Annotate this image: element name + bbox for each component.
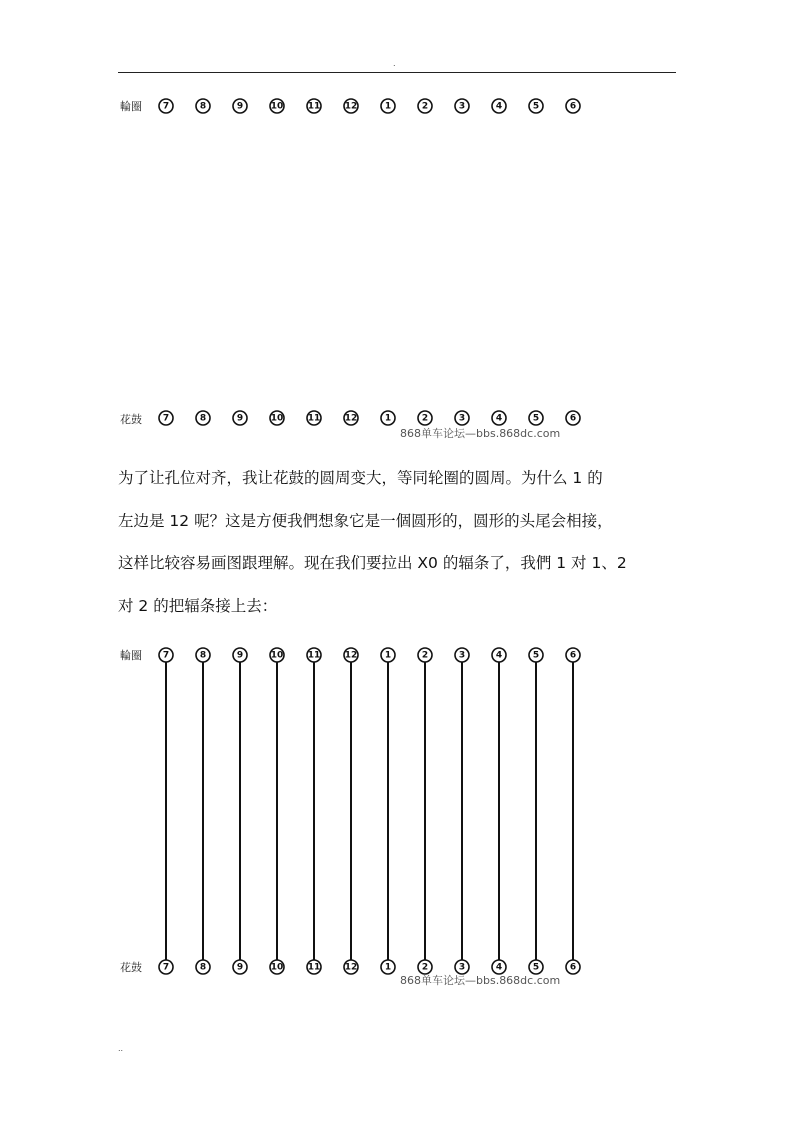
hub-hole bbox=[270, 960, 284, 974]
hole-number: 6 bbox=[569, 962, 577, 973]
hole-number: 7 bbox=[162, 413, 170, 424]
rim-hole bbox=[455, 648, 469, 662]
hole-number: 7 bbox=[162, 962, 170, 973]
hole-number: 11 bbox=[307, 413, 321, 424]
hub-hole bbox=[566, 960, 580, 974]
hole-number: 3 bbox=[458, 650, 466, 661]
rim-hub-diagram-laced bbox=[118, 645, 598, 991]
hole-number: 12 bbox=[344, 101, 358, 112]
hole-number: 4 bbox=[495, 101, 503, 112]
hub-hole bbox=[159, 411, 173, 425]
header-mark: . bbox=[393, 59, 396, 68]
hub-hole bbox=[307, 411, 321, 425]
hole-number: 9 bbox=[236, 962, 244, 973]
hole-number: 3 bbox=[458, 101, 466, 112]
hole-number: 12 bbox=[344, 413, 358, 424]
hole-number: 1 bbox=[384, 413, 392, 424]
hub-hole bbox=[344, 960, 358, 974]
hole-number: 11 bbox=[307, 650, 321, 661]
rim-hole bbox=[196, 99, 210, 113]
hole-number: 11 bbox=[307, 962, 321, 973]
hub-hole bbox=[492, 960, 506, 974]
hub-hole-row bbox=[159, 411, 580, 425]
hole-number: 1 bbox=[384, 962, 392, 973]
hub-hole bbox=[233, 960, 247, 974]
hole-number: 8 bbox=[199, 101, 207, 112]
body-paragraph bbox=[118, 457, 708, 627]
hole-number: 5 bbox=[532, 962, 540, 973]
rim-hole bbox=[566, 648, 580, 662]
hole-number: 12 bbox=[344, 650, 358, 661]
rim-row-label: 輪圈 bbox=[120, 100, 142, 113]
rim-hole-row bbox=[159, 99, 580, 113]
hole-number: 11 bbox=[307, 101, 321, 112]
rim-hole bbox=[381, 648, 395, 662]
hole-number: 2 bbox=[421, 962, 429, 973]
hole-number: 1 bbox=[384, 101, 392, 112]
hole-number: 4 bbox=[495, 413, 503, 424]
hole-number: 9 bbox=[236, 413, 244, 424]
hub-hole bbox=[566, 411, 580, 425]
watermark: 868单车论坛—bbs.868dc.com bbox=[400, 974, 561, 987]
rim-hole bbox=[529, 648, 543, 662]
hole-number: 7 bbox=[162, 650, 170, 661]
diagram-svg-1 bbox=[118, 96, 598, 442]
hole-number: 2 bbox=[421, 413, 429, 424]
hole-number: 12 bbox=[344, 962, 358, 973]
rim-hole bbox=[307, 648, 321, 662]
hole-number: 5 bbox=[532, 101, 540, 112]
rim-hole bbox=[233, 648, 247, 662]
hole-number: 10 bbox=[270, 962, 284, 973]
hub-hole bbox=[196, 960, 210, 974]
header-rule bbox=[118, 72, 676, 73]
rim-hub-diagram-unlaced bbox=[118, 96, 598, 442]
rim-hole bbox=[270, 648, 284, 662]
diagram-svg-2 bbox=[118, 645, 598, 991]
hole-number: 4 bbox=[495, 650, 503, 661]
paragraph-line: 这样比较容易画图跟理解。现在我们要拉出 X0 的辐条了，我們 1 对 1、2 bbox=[118, 554, 627, 572]
spoke-layer bbox=[166, 662, 573, 960]
hole-number: 8 bbox=[199, 413, 207, 424]
hub-row-label: 花鼓 bbox=[120, 961, 142, 974]
hole-number: 10 bbox=[270, 413, 284, 424]
rim-hole bbox=[418, 99, 432, 113]
rim-hole bbox=[344, 648, 358, 662]
footer-mark: .. bbox=[118, 1044, 124, 1053]
hub-hole bbox=[492, 411, 506, 425]
rim-hole bbox=[566, 99, 580, 113]
hole-number: 5 bbox=[532, 650, 540, 661]
rim-hole bbox=[529, 99, 543, 113]
paragraph-line: 左边是 12 呢？这是方便我們想象它是一個圆形的，圆形的头尾会相接， bbox=[118, 511, 613, 530]
hole-number: 2 bbox=[421, 650, 429, 661]
paragraph-line: 对 2 的把辐条接上去： bbox=[118, 596, 278, 615]
hole-number: 10 bbox=[270, 101, 284, 112]
hub-hole bbox=[233, 411, 247, 425]
hub-hole bbox=[455, 411, 469, 425]
rim-hole bbox=[270, 99, 284, 113]
rim-hole bbox=[307, 99, 321, 113]
hole-number: 9 bbox=[236, 650, 244, 661]
rim-hole-row bbox=[159, 648, 580, 662]
hole-number: 3 bbox=[458, 962, 466, 973]
rim-row-label: 輪圈 bbox=[120, 649, 142, 662]
hub-hole bbox=[418, 411, 432, 425]
hub-hole bbox=[159, 960, 173, 974]
hub-row-label: 花鼓 bbox=[120, 413, 142, 426]
hub-hole bbox=[529, 411, 543, 425]
rim-hole bbox=[455, 99, 469, 113]
rim-hole bbox=[381, 99, 395, 113]
hole-number: 5 bbox=[532, 413, 540, 424]
paragraph-line: 为了让孔位对齐，我让花鼓的圆周变大，等同轮圈的圆周。为什么 1 的 bbox=[118, 469, 603, 487]
rim-hole bbox=[159, 99, 173, 113]
hub-hole bbox=[196, 411, 210, 425]
hole-number: 10 bbox=[270, 650, 284, 661]
hole-number: 6 bbox=[569, 650, 577, 661]
rim-hole bbox=[196, 648, 210, 662]
hole-number: 3 bbox=[458, 413, 466, 424]
hole-number: 6 bbox=[569, 101, 577, 112]
rim-hole bbox=[492, 648, 506, 662]
rim-hole bbox=[418, 648, 432, 662]
hole-number: 2 bbox=[421, 101, 429, 112]
rim-hole bbox=[159, 648, 173, 662]
hub-hole bbox=[381, 960, 395, 974]
hole-number: 4 bbox=[495, 962, 503, 973]
rim-hole bbox=[344, 99, 358, 113]
hub-hole bbox=[270, 411, 284, 425]
watermark: 868单车论坛—bbs.868dc.com bbox=[400, 427, 561, 440]
hole-number: 8 bbox=[199, 650, 207, 661]
hub-hole bbox=[529, 960, 543, 974]
hub-hole-row bbox=[159, 960, 580, 974]
hole-number: 1 bbox=[384, 650, 392, 661]
hole-number: 7 bbox=[162, 101, 170, 112]
hub-hole bbox=[381, 411, 395, 425]
hub-hole bbox=[307, 960, 321, 974]
hole-number: 9 bbox=[236, 101, 244, 112]
hub-hole bbox=[418, 960, 432, 974]
hole-number: 8 bbox=[199, 962, 207, 973]
rim-hole bbox=[492, 99, 506, 113]
hub-hole bbox=[455, 960, 469, 974]
hub-hole bbox=[344, 411, 358, 425]
rim-hole bbox=[233, 99, 247, 113]
hole-number: 6 bbox=[569, 413, 577, 424]
